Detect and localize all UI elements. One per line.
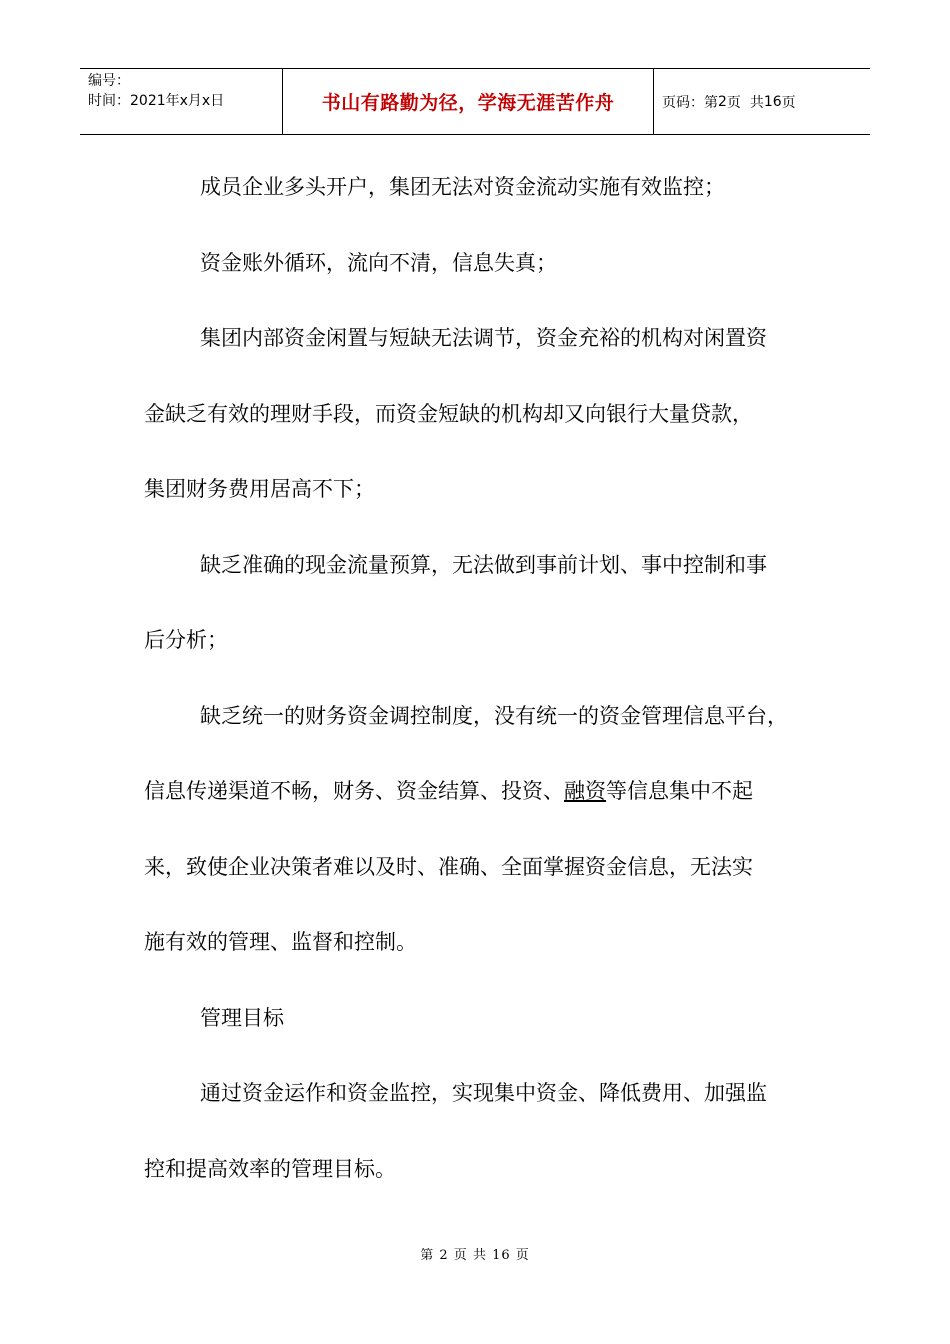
body-line-14: 控和提高效率的管理目标。 [144,1156,396,1181]
body-line-7: 后分析； [144,628,228,652]
page-header [80,68,870,135]
header-page-prefix: 页码：第 [662,94,718,111]
header-page-suffix: 页 [781,94,796,111]
page-footer [0,1244,950,1263]
body-line-5: 集团财务费用居高不下； [144,477,375,501]
body-line-4: 金缺乏有效的理财手段，而资金短缺的机构却又向银行大量贷款， [144,401,753,426]
body-line-9-start: 信息传递渠道不畅，财务、资金结算、投资、 [144,779,564,803]
footer-prefix: 第 [420,1248,435,1263]
footer-mid: 页 共 [453,1248,487,1263]
header-page-info [654,69,870,134]
footer-suffix: 页 [515,1248,530,1263]
section-heading-management-goal: 管理目标 [200,1005,284,1030]
body-line-13: 通过资金运作和资金监控，实现集中资金、降低费用、加强监 [200,1081,767,1105]
body-line-10: 来，致使企业决策者难以及时、准确、全面掌握资金信息，无法实 [144,854,753,879]
body-line-6: 缺乏准确的现金流量预算，无法做到事前计划、事中控制和事 [200,552,767,577]
header-meta [80,69,282,134]
document-body [144,150,814,1207]
body-line-3: 集团内部资金闲置与短缺无法调节，资金充裕的机构对闲置资 [200,326,767,350]
body-line-1: 成员企业多头开户，集团无法对资金流动实施有效监控； [200,175,725,199]
header-page-total: 16 [763,93,782,110]
body-line-2: 资金账外循环，流向不清，信息失真； [200,250,557,275]
body-line-8: 缺乏统一的财务资金调控制度，没有统一的资金管理信息平台， [200,703,788,728]
body-line-9 [144,754,814,830]
financing-link[interactable]: 融资 [564,779,606,803]
document-number-label: 编号： [88,73,130,89]
header-page-mid: 页 共 [726,94,764,111]
footer-page-current: 2 [439,1248,449,1263]
body-line-11: 施有效的管理、监督和控制。 [144,930,417,954]
document-date: 时间：2021年x月x日 [88,93,225,109]
body-line-9-end: 等信息集中不起 [606,779,753,803]
footer-page-total: 16 [492,1248,511,1263]
header-motto: 书山有路勤为径，学海无涯苦作舟 [282,69,654,134]
header-page-current: 2 [718,93,727,110]
